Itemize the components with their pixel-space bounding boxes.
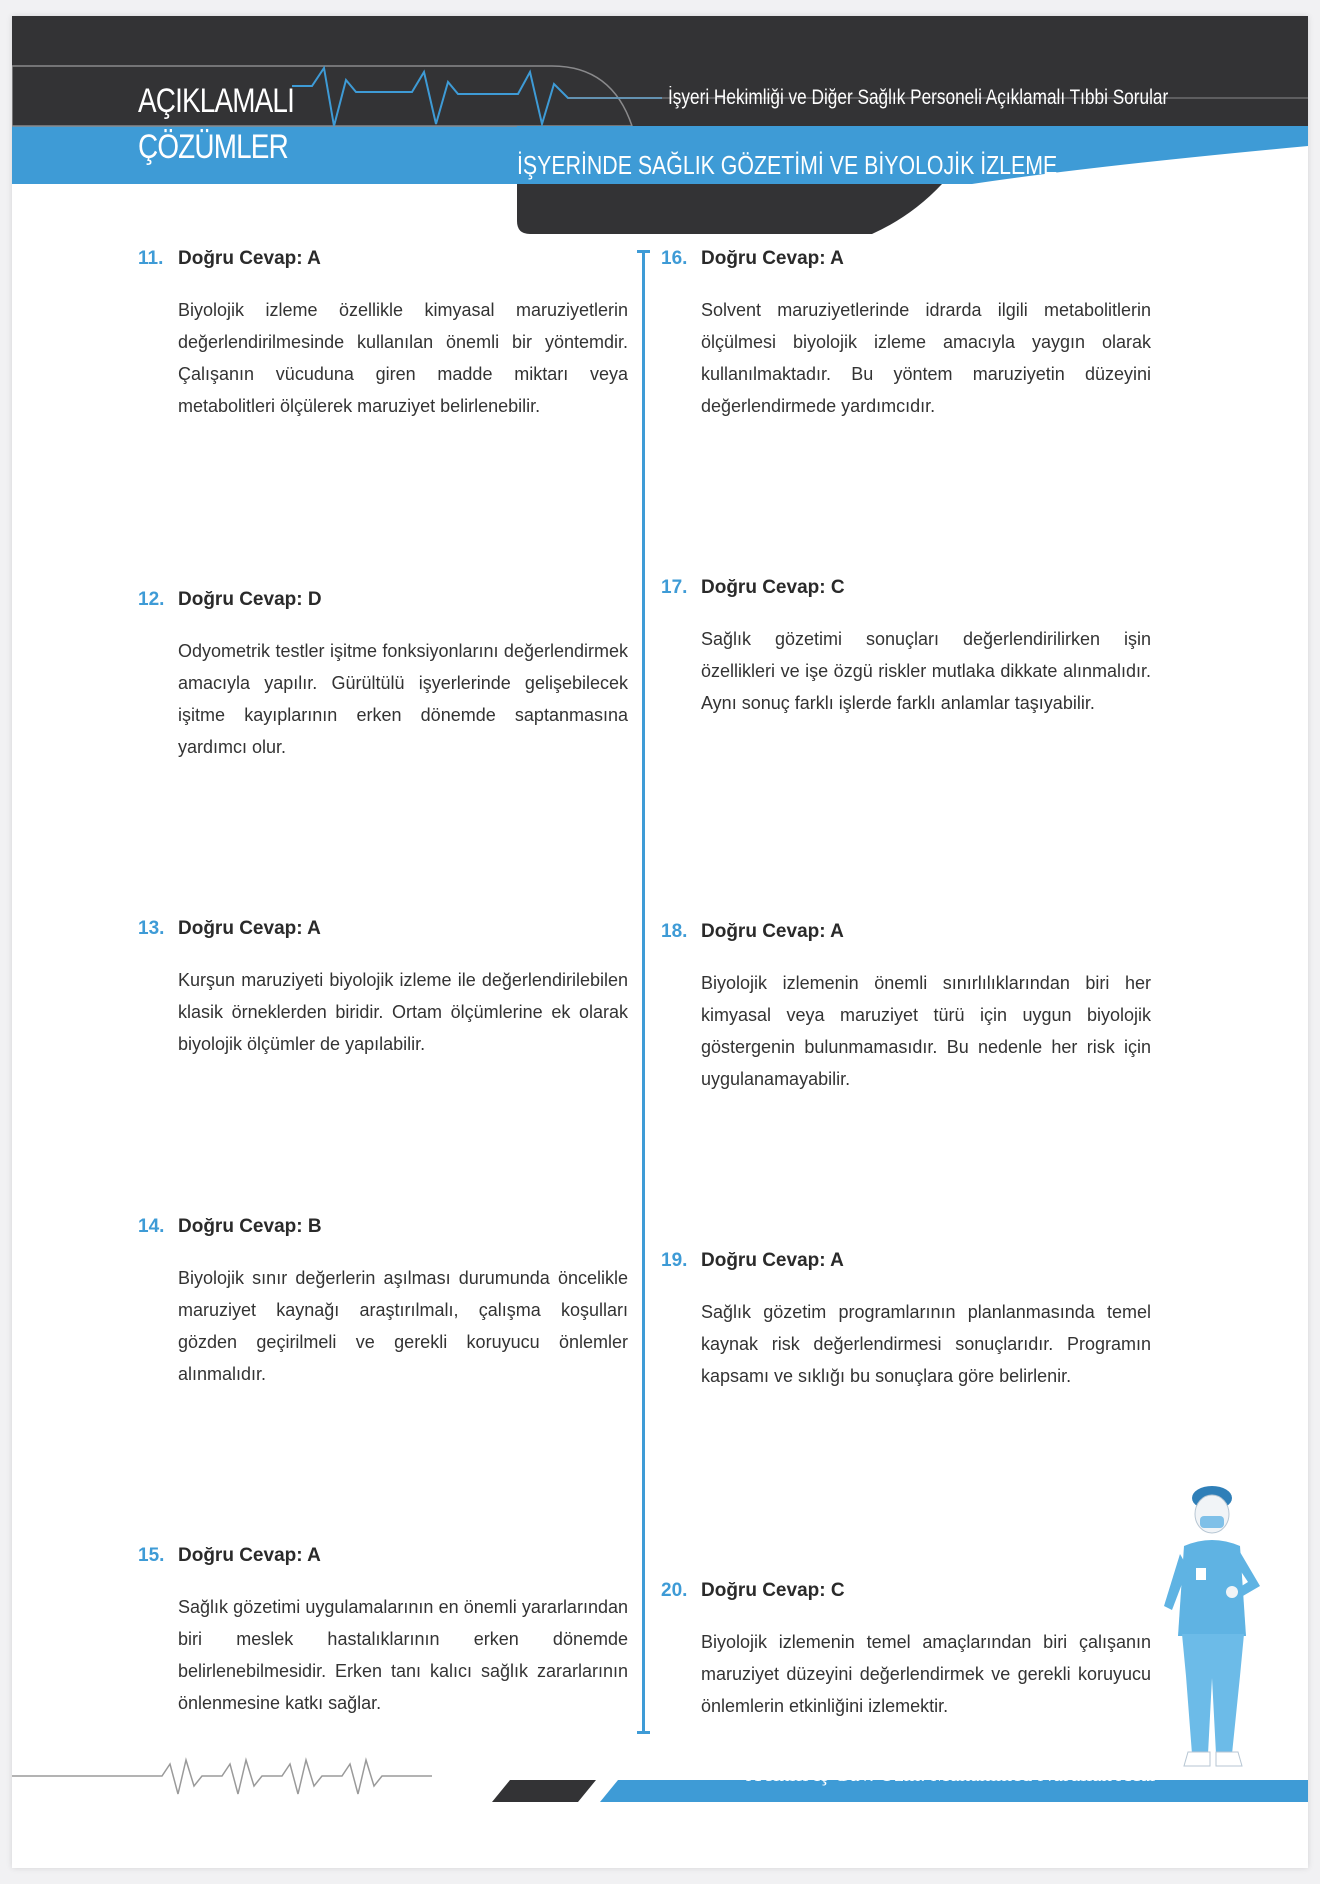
answer-item	[661, 1580, 1151, 1722]
answer-head	[138, 589, 628, 619]
question-number: 13.	[138, 918, 165, 939]
brand-logo-text	[138, 78, 294, 170]
brand-line-1: AÇIKLAMALI	[138, 82, 295, 120]
answer-item	[138, 1216, 628, 1390]
answer-explanation: Sağlık gözetim programlarının planlanmasında temel kaynak risk değerlendirmesi sonuçlarıdır. Programın kapsamı ve sıklığı bu sonuçlara göre belirlenir.	[701, 1302, 1151, 1386]
answer-label: Doğru Cevap: A	[178, 248, 321, 269]
answer-explanation: Sağlık gözetimi sonuçları değerlendirilirken işin özellikleri ve işe özgü riskler mutlaka dikkate alınmalıdır. Aynı sonuç farklı işlerde farklı anlamlar taşıyabilir.	[701, 629, 1151, 713]
answer-label: Doğru Cevap: C	[701, 577, 845, 598]
question-number: 18.	[661, 921, 688, 942]
book-title: İşyeri Hekimliği ve Diğer Sağlık Personeli Açıklamalı Tıbbi Sorular	[668, 86, 1169, 109]
answer-item	[661, 921, 1151, 1095]
answer-item	[661, 248, 1151, 422]
answer-label: Doğru Cevap: A	[701, 248, 844, 269]
doctor-illustration	[1140, 1476, 1270, 1786]
answer-head	[138, 1216, 628, 1246]
page-number: 9	[564, 1762, 574, 1784]
answer-explanation: Biyolojik izlemenin temel amaçlarından biri çalışanın maruziyet düzeyini değerlendirmek ve gerekli koruyucu önlemlerin etkinliğini izlemektir.	[701, 1632, 1151, 1716]
column-divider	[642, 250, 645, 1734]
answer-explanation: Biyolojik izlemenin önemli sınırlılıklarından biri her kimyasal veya maruziyet türü için uygun biyolojik göstergenin bulunmamasıdır. Bu nedenle her risk için uygulanamayabilir.	[701, 973, 1151, 1089]
answer-explanation: Odyometrik testler işitme fonksiyonlarını değerlendirmek amacıyla yapılır. Gürültülü işyerlerinde gelişebilecek işitme kayıplarının erken dönemde saptanmasına yardımcı olur.	[178, 641, 628, 757]
question-number: 19.	[661, 1250, 688, 1271]
answer-label: Doğru Cevap: A	[701, 1250, 844, 1271]
question-number: 14.	[138, 1216, 165, 1237]
question-number: 15.	[138, 1545, 165, 1566]
answer-item	[138, 918, 628, 1060]
answer-label: Doğru Cevap: C	[701, 1580, 845, 1601]
answer-item	[138, 1545, 628, 1719]
question-number: 16.	[661, 248, 688, 269]
answer-head	[661, 248, 1151, 278]
answer-label: Doğru Cevap: A	[178, 918, 321, 939]
brand-line-2: ÇÖZÜMLER	[138, 128, 288, 166]
answer-head	[661, 577, 1151, 607]
answer-explanation: Biyolojik izleme özellikle kimyasal maruziyetlerin değerlendirilmesinde kullanılan önemli bir yöntemdir. Çalışanın vücuduna giren madde miktarı veya metabolitleri ölçülerek maruziyet belirlenebilir.	[178, 300, 628, 416]
answer-head	[661, 1580, 1151, 1610]
section-title: İŞYERİNDE SAĞLIK GÖZETİMİ VE BİYOLOJİK İZLEME	[517, 150, 1058, 180]
answer-explanation: Kurşun maruziyeti biyolojik izleme ile değerlendirilebilen klasik örneklerden biridir. Ortam ölçümlerine ek olarak biyolojik ölçümler de yapılabilir.	[178, 970, 628, 1054]
answer-head	[138, 918, 628, 948]
question-number: 20.	[661, 1580, 688, 1601]
answer-item	[138, 248, 628, 422]
answer-label: Doğru Cevap: D	[178, 589, 322, 610]
answer-label: Doğru Cevap: B	[178, 1216, 322, 1237]
answer-explanation: Sağlık gözetimi uygulamalarının en önemli yararlarından biri meslek hastalıklarının erken dönemde belirlenebilmesidir. Erken tanı kalıcı sağlık zararlarının önlenmesine katkı sağlar.	[178, 1597, 628, 1713]
answer-label: Doğru Cevap: A	[178, 1545, 321, 1566]
answer-item	[138, 589, 628, 763]
question-number: 17.	[661, 577, 688, 598]
page	[12, 16, 1308, 1868]
answer-head	[661, 1250, 1151, 1280]
question-number: 11.	[138, 248, 164, 269]
author-credit: A sınıfı İş Güv. Uzm. Muhammed Nurullah Acar	[746, 1762, 1157, 1786]
answer-item	[661, 577, 1151, 719]
answer-head	[661, 921, 1151, 951]
answer-head	[138, 248, 628, 278]
answer-label: Doğru Cevap: A	[701, 921, 844, 942]
answer-explanation: Biyolojik sınır değerlerin aşılması durumunda öncelikle maruziyet kaynağı araştırılmalı, çalışma koşulları gözden geçirilmeli ve gerekli koruyucu önlemler alınmalıdır.	[178, 1268, 628, 1384]
answer-explanation: Solvent maruziyetlerinde idrarda ilgili metabolitlerin ölçülmesi biyolojik izleme amacıyla yaygın olarak kullanılmaktadır. Bu yöntem maruziyetin düzeyini değerlendirmede yardımcıdır.	[701, 300, 1151, 416]
answer-head	[138, 1545, 628, 1575]
answer-item	[661, 1250, 1151, 1392]
question-number: 12.	[138, 589, 165, 610]
